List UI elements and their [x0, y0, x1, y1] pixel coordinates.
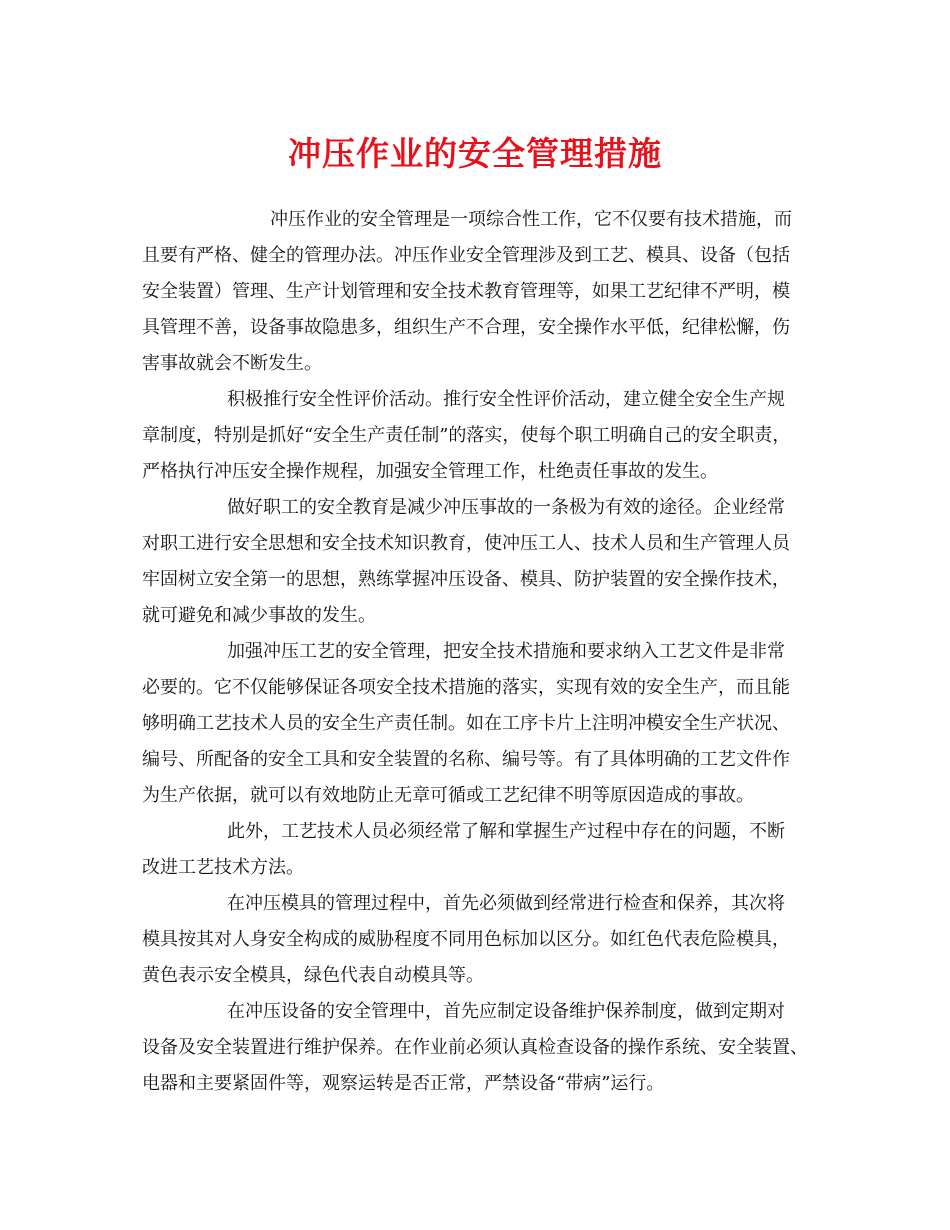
paragraph-7-line-1: 在冲压设备的安全管理中，首先应制定设备维护保养制度，做到定期对: [227, 1001, 785, 1022]
paragraph-5-line-2: 改进工艺技术方法。: [142, 857, 304, 878]
paragraph-4-line-1: 加强冲压工艺的安全管理，把安全技术措施和要求纳入工艺文件是非常: [227, 641, 785, 662]
paragraph-6-line-2: 模具按其对人身安全构成的威胁程度不同用色标加以区分。如红色代表危险模具，: [142, 929, 790, 950]
paragraph-1-line-5: 害事故就会不断发生。: [142, 353, 322, 374]
paragraph-1-line-1: 冲压作业的安全管理是一项综合性工作，它不仅要有技术措施，而: [270, 209, 792, 230]
paragraph-7-line-3: 电器和主要紧固件等，观察运转是否正常，严禁设备“带病”运行。: [142, 1073, 665, 1094]
paragraph-2-line-1: 积极推行安全性评价活动。推行安全性评价活动，建立健全安全生产规: [227, 389, 785, 410]
paragraph-4-line-3: 够明确工艺技术人员的安全生产责任制。如在工序卡片上注明冲模安全生产状况、: [142, 713, 790, 734]
paragraph-3-line-4: 就可避免和减少事故的发生。: [142, 605, 376, 626]
paragraph-3-line-1: 做好职工的安全教育是减少冲压事故的一条极为有效的途径。企业经常: [227, 497, 785, 518]
paragraph-7-line-2: 设备及安全装置进行维护保养。在作业前必须认真检查设备的操作系统、安全装置、: [142, 1037, 808, 1058]
page-title: 冲压作业的安全管理措施: [288, 134, 662, 173]
paragraph-3-line-2: 对职工进行安全思想和安全技术知识教育，使冲压工人、技术人员和生产管理人员: [142, 533, 790, 554]
paragraph-3-line-3: 牢固树立安全第一的思想，熟练掌握冲压设备、模具、防护装置的安全操作技术，: [142, 569, 790, 590]
paragraph-1-line-2: 且要有严格、健全的管理办法。冲压作业安全管理涉及到工艺、模具、设备（包括: [142, 245, 790, 266]
paragraph-6-line-1: 在冲压模具的管理过程中，首先必须做到经常进行检查和保养，其次将: [227, 893, 785, 914]
paragraph-2-line-2: 章制度，特别是抓好“安全生产责任制”的落实，使每个职工明确自己的安全职责，: [142, 425, 791, 446]
paragraph-4-line-5: 为生产依据，就可以有效地防止无章可循或工艺纪律不明等原因造成的事故。: [142, 785, 754, 806]
paragraph-4-line-4: 编号、所配备的安全工具和安全装置的名称、编号等。有了具体明确的工艺文件作: [142, 749, 790, 770]
paragraph-5-line-1: 此外，工艺技术人员必须经常了解和掌握生产过程中存在的问题，不断: [227, 821, 785, 842]
paragraph-6-line-3: 黄色表示安全模具，绿色代表自动模具等。: [142, 965, 484, 986]
paragraph-2-line-3: 严格执行冲压安全操作规程，加强安全管理工作，杜绝责任事故的发生。: [142, 461, 718, 482]
paragraph-1-line-4: 具管理不善，设备事故隐患多，组织生产不合理，安全操作水平低，纪律松懈，伤: [142, 317, 790, 338]
paragraph-1-line-3: 安全装置）管理、生产计划管理和安全技术教育管理等，如果工艺纪律不严明，模: [142, 281, 790, 302]
paragraph-4-line-2: 必要的。它不仅能够保证各项安全技术措施的落实，实现有效的安全生产，而且能: [142, 677, 790, 698]
